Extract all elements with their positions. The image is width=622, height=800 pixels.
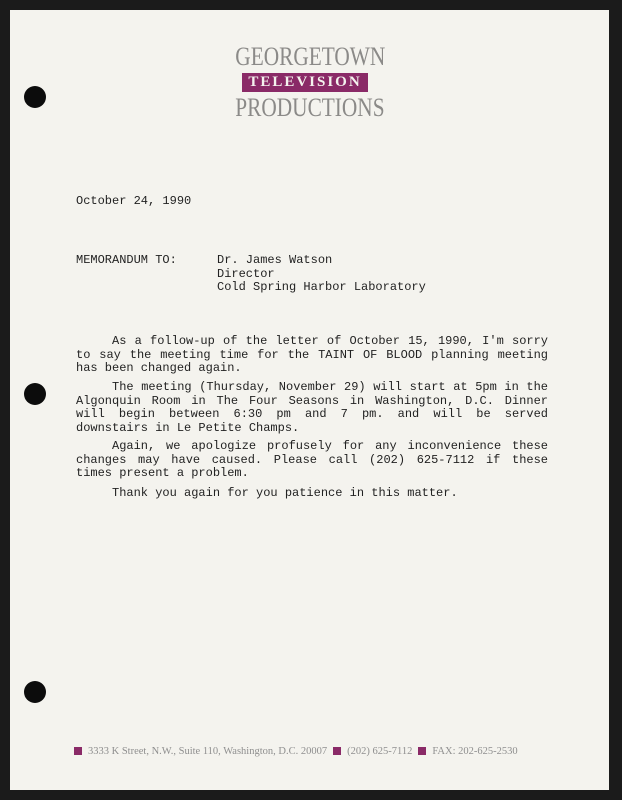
body-paragraph-3: Again, we apologize profusely for any inconvenience these changes may have caused. Please call (202) 625-7112 if these times present a problem.	[76, 439, 548, 480]
recipient-title: Director	[217, 266, 275, 281]
memo-date: October 24, 1990	[76, 194, 192, 208]
logo-georgetown: GEORGETOWN	[235, 42, 386, 71]
binder-hole-middle	[24, 383, 46, 405]
memo-to-label: MEMORANDUM TO:	[76, 253, 177, 267]
memo-page	[10, 10, 609, 790]
recipient-name: Dr. James Watson	[217, 253, 333, 267]
recipient-organization: Cold Spring Harbor Laboratory	[217, 280, 426, 294]
logo-productions: PRODUCTIONS	[235, 93, 385, 122]
body-paragraph-4: Thank you again for you patience in this matter.	[112, 486, 458, 500]
footer-bullet-icon	[418, 747, 426, 755]
binder-hole-top	[24, 86, 46, 108]
footer-address-item	[74, 746, 327, 757]
footer-fax: FAX: 202-625-2530	[432, 745, 518, 757]
body-paragraph-1: As a follow-up of the letter of October 15, 1990, I'm sorry to say the meeting time for the TAINT OF BLOOD planning meeting has been changed again.	[76, 334, 548, 375]
footer-fax-item	[418, 746, 517, 757]
footer-phone-item	[333, 746, 412, 757]
footer-address: 3333 K Street, N.W., Suite 110, Washington, D.C. 20007	[88, 745, 328, 757]
logo-television: TELEVISION	[242, 73, 367, 92]
letterhead-footer	[74, 743, 594, 759]
body-paragraph-2: The meeting (Thursday, November 29) will start at 5pm in the Algonquin Room in The Four Seasons in Washington, D.C. Dinner will begin between 6:30 pm and 7 pm. and will be served downstairs in Le Petite Champs.	[76, 380, 548, 435]
footer-bullet-icon	[333, 747, 341, 755]
binder-hole-bottom	[24, 681, 46, 703]
footer-bullet-icon	[74, 747, 82, 755]
letterhead-logo	[220, 42, 390, 123]
footer-phone: (202) 625-7112	[347, 745, 413, 757]
